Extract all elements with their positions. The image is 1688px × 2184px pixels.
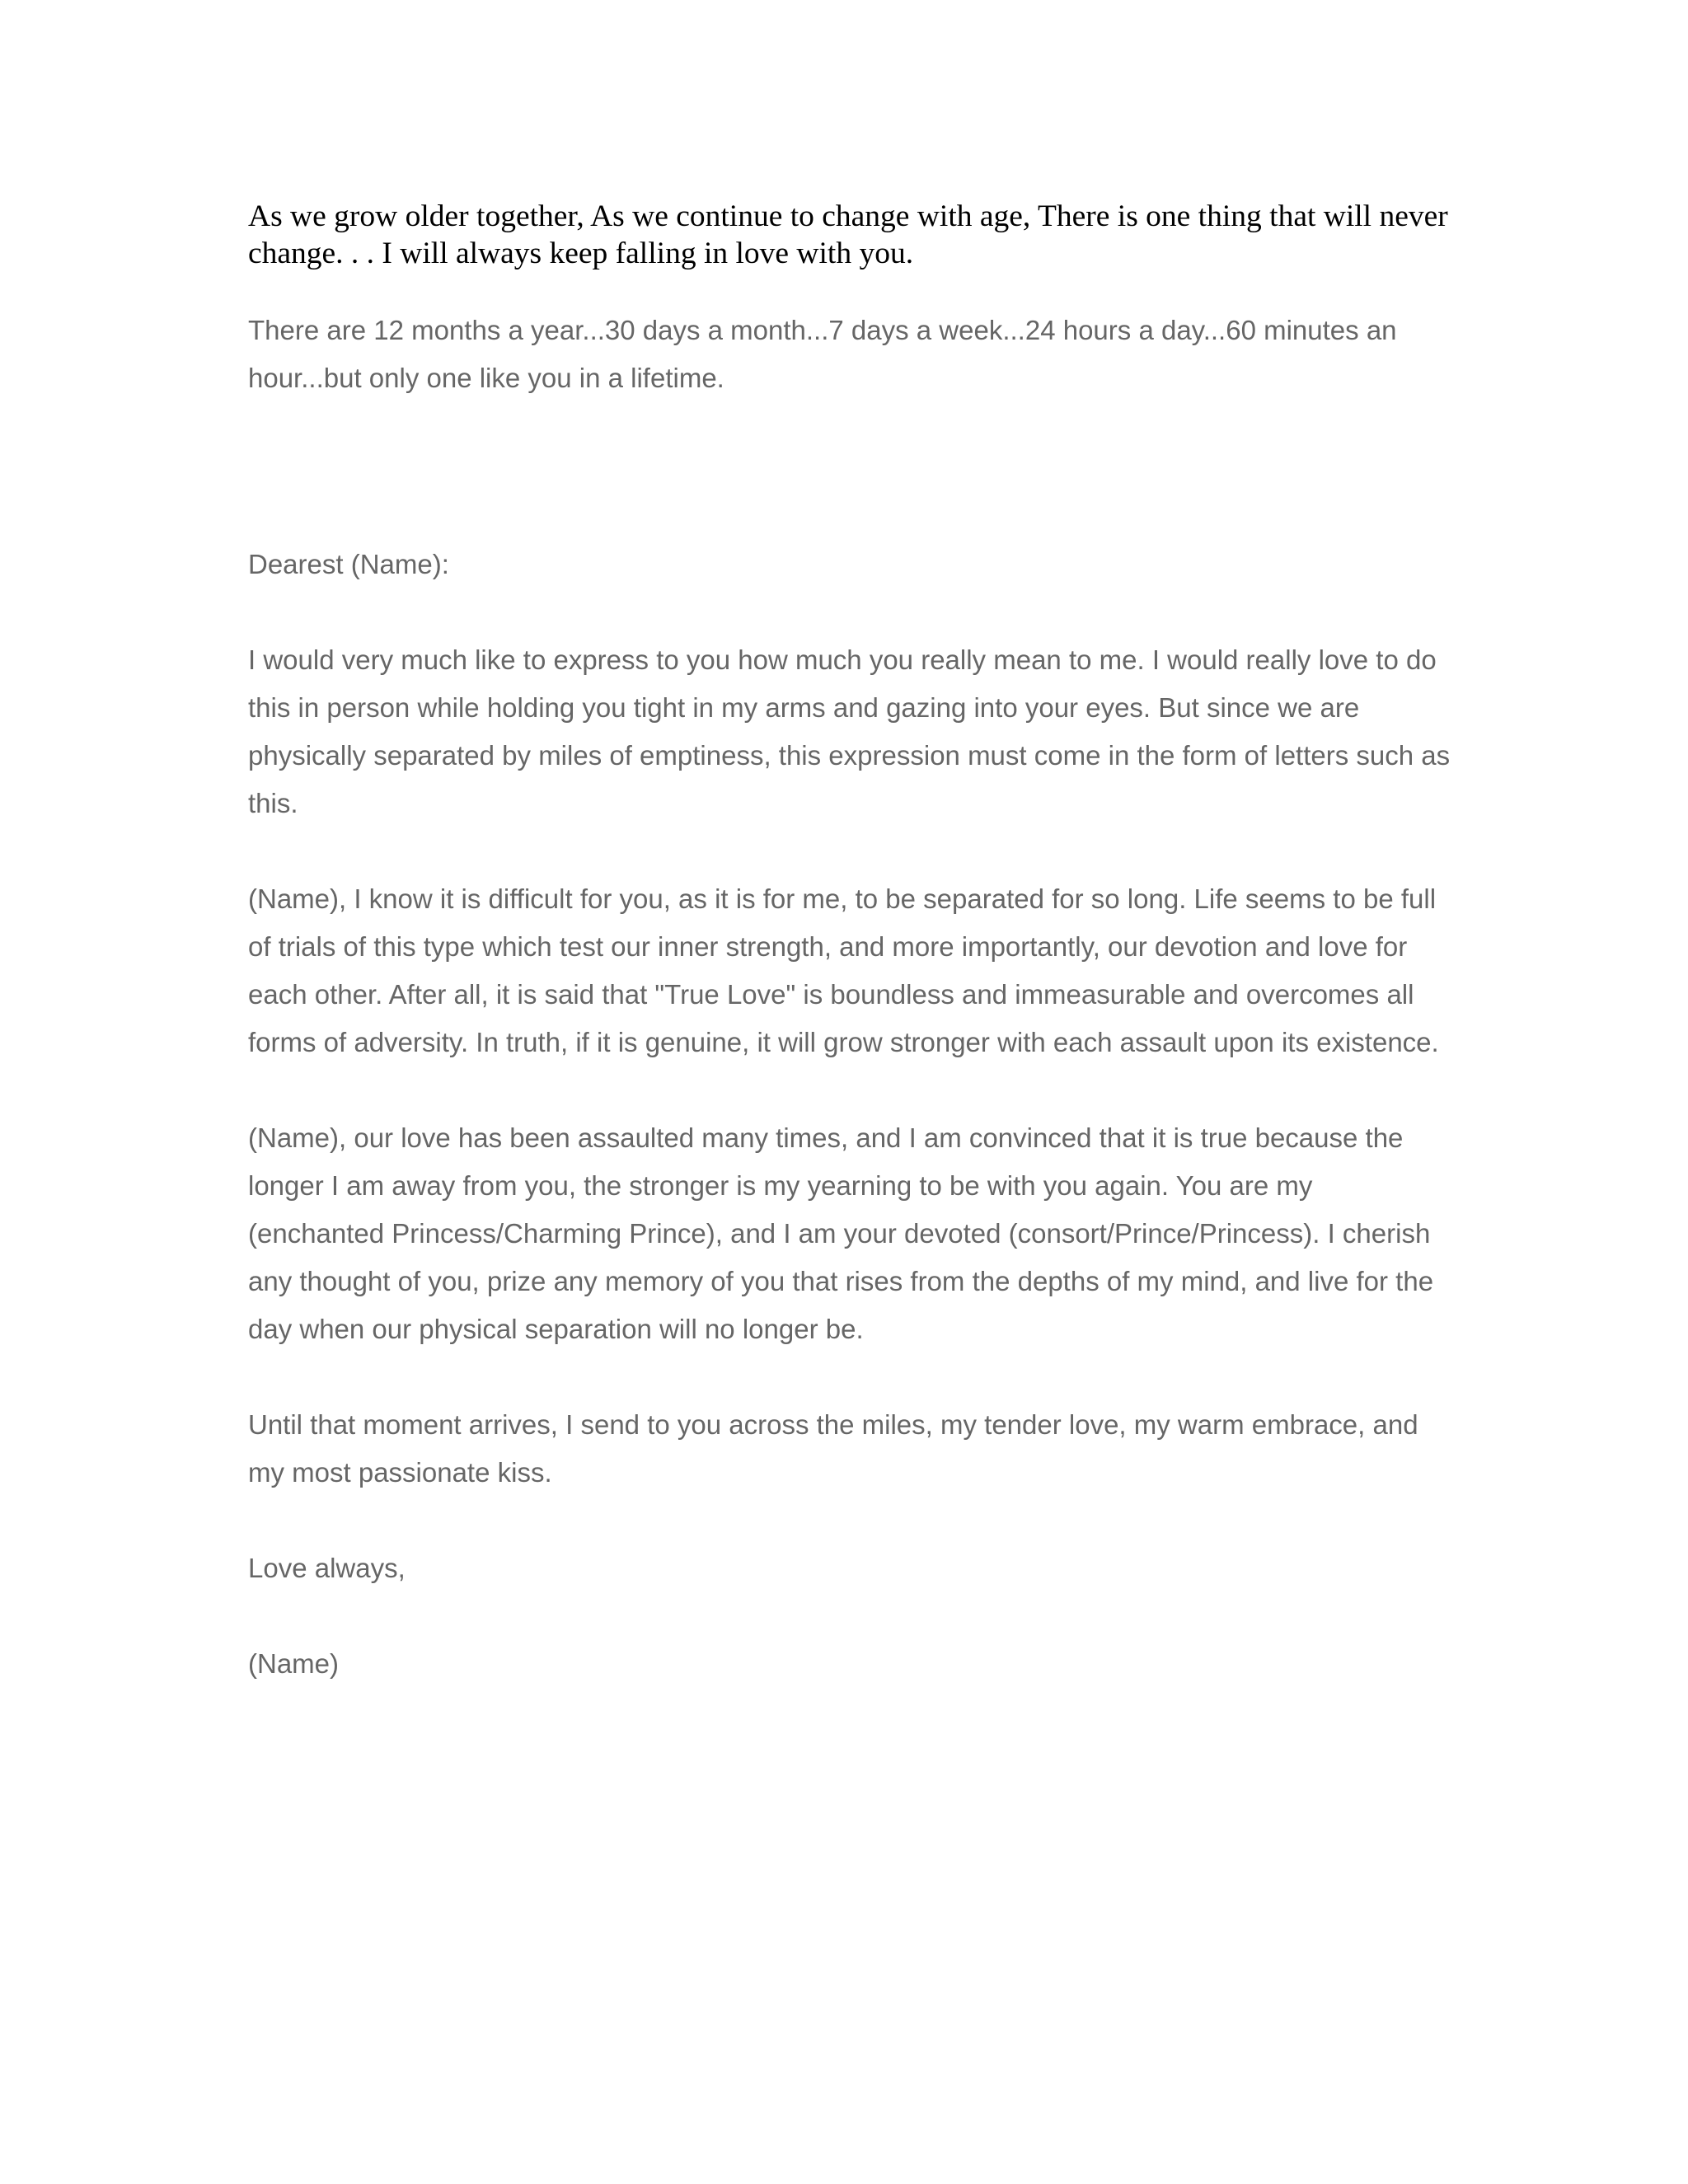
- letter-paragraph-1: I would very much like to express to you how much you really mean to me. I would really love to do this in person while holding you tight in my arms and gazing into your eyes. But since we are physically separated by miles of emptiness, this expression must come in the form of letters such as this.: [248, 644, 1451, 818]
- letter-paragraph-4: Until that moment arrives, I send to you across the miles, my tender love, my warm embrace, and my most passionate kiss.: [248, 1409, 1418, 1488]
- closing: Love always,: [248, 1553, 406, 1583]
- signature: (Name): [248, 1648, 340, 1679]
- salutation: Dearest (Name):: [248, 549, 449, 579]
- letter-paragraph-3: (Name), our love has been assaulted many times, and I am convinced that it is true because the longer I am away from you, the stronger is my yearning to be with you again. You are my (enchanted Princess/Charming Prince), and I am your devoted (consort/Prince/Princess). I cherish any thought of you, prize any memory of you that rises from the depths of my mind, and live for the day when our physical separation will no longer be.: [248, 1122, 1434, 1344]
- letter-paragraph-2: (Name), I know it is difficult for you, as it is for me, to be separated for so long. Life seems to be full of trials of this type which test our inner strength, and more importantly, our devotion and love for each other. After all, it is said that "True Love" is boundless and immeasurable and overcomes all forms of adversity. In truth, if it is genuine, it will grow stronger with each assault upon its existence.: [248, 883, 1439, 1057]
- opening-quote: As we grow older together, As we continue to change with age, There is one thing that will never change. . . I will always keep falling in love with you.: [248, 199, 1448, 270]
- lifetime-quote: There are 12 months a year...30 days a month...7 days a week...24 hours a day...60 minutes an hour...but only one like you in a lifetime.: [248, 315, 1397, 393]
- letter-content: [248, 198, 1451, 1688]
